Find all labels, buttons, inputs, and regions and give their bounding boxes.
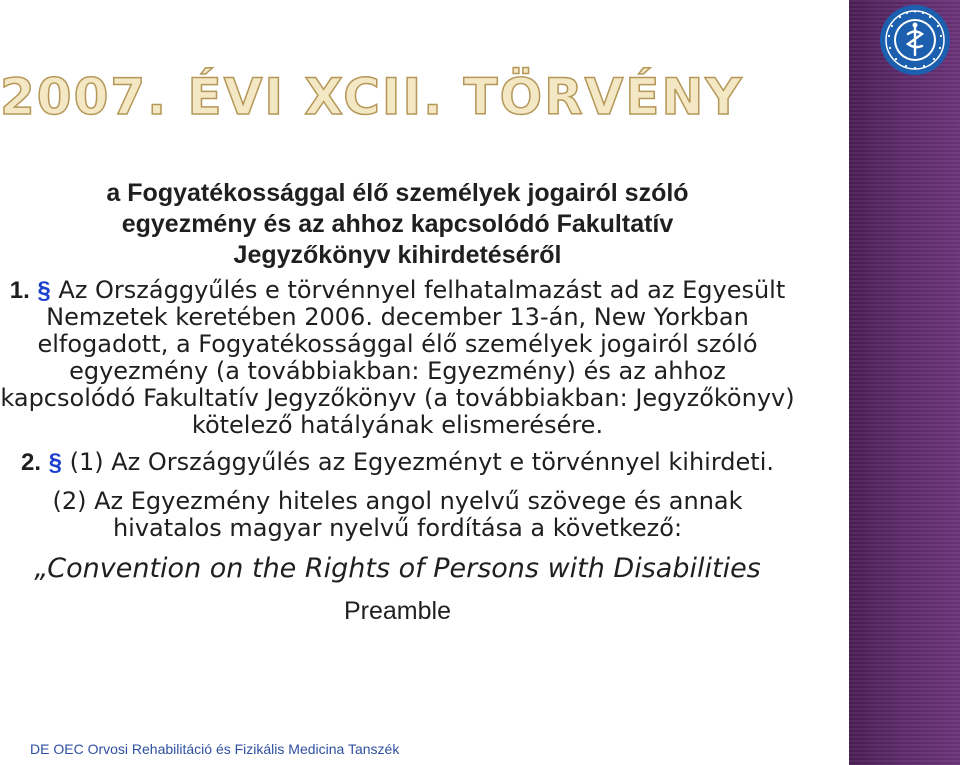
footer-department: DE OEC Orvosi Rehabilitáció és Fizikális Medicina Tanszék [30, 741, 400, 757]
section-symbol: § [37, 277, 51, 304]
paragraph-2-number: 2. [20, 449, 41, 476]
paragraph-2 [0, 449, 795, 476]
paragraph-3-text: (2) Az Egyezmény hiteles angol nyelvű szövege és annak hivatalos magyar nyelvű fordítása a következő: [52, 487, 743, 542]
law-heading: a Fogyatékossággal élő személyek jogairól szóló egyezmény és az ahhoz kapcsolódó Fakultatív Jegyzőkönyv kihirdetéséről [106, 179, 689, 269]
convention-title: „Convention on the Rights of Persons with Disabilities [34, 553, 761, 584]
university-seal-icon [879, 4, 951, 76]
preamble-label: Preamble [344, 597, 451, 625]
paragraph-1-text: Az Országgyűlés e törvénnyel felhatalmazást ad az Egyesült Nemzetek keretében 2006. december 13-án, New Yorkban elfogadott, a Fogyatékossággal élő személyek jogairól szóló egyezmény (a továbbiakban: Egyezmény) és az ahhoz kapcsolódó Fakultatív Jegyzőkönyv (a továbbiakban: Jegyzőkönyv) kötelező hatályának elismerésére. [0, 276, 795, 439]
law-text [0, 178, 795, 628]
paragraph-1 [0, 277, 795, 439]
paragraph-3 [0, 488, 795, 542]
page-title: 2007. ÉVI XCII. TÖRVÉNY [0, 68, 744, 126]
sidebar-decoration [849, 0, 960, 765]
section-symbol: § [48, 449, 62, 476]
paragraph-2-text: (1) Az Országgyűlés az Egyezményt e törvénnyel kihirdeti. [61, 448, 775, 476]
paragraph-1-number: 1. [9, 277, 30, 304]
